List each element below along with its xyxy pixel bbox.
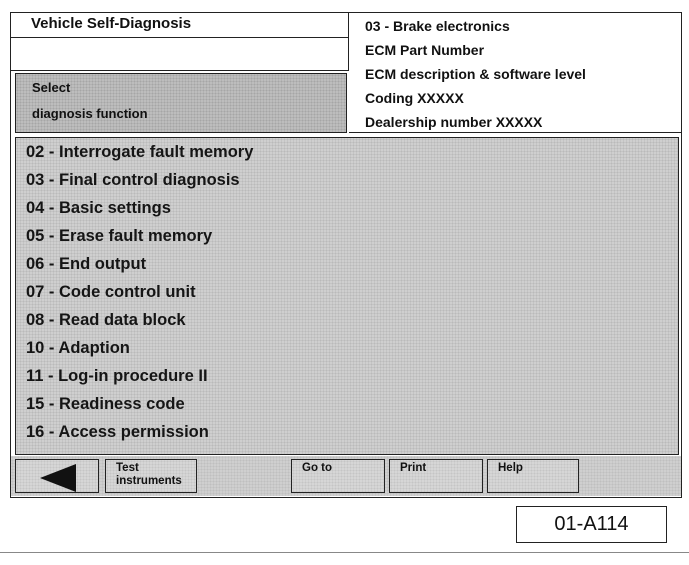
go-to-button[interactable]: Go to: [291, 459, 385, 493]
left-arrow-icon: [40, 464, 76, 492]
test-instruments-label-line2: instruments: [116, 475, 182, 487]
menu-item-basic-settings[interactable]: 04 - Basic settings: [26, 199, 171, 217]
test-instruments-label-line1: Test: [116, 462, 139, 474]
back-button[interactable]: [15, 459, 99, 493]
select-panel-line2: diagnosis function: [32, 106, 148, 121]
menu-item-readiness-code[interactable]: 15 - Readiness code: [26, 395, 185, 413]
diagnosis-function-menu: [15, 137, 679, 455]
figure-id-label: 01-A114: [516, 506, 667, 543]
menu-item-read-data-block[interactable]: 08 - Read data block: [26, 311, 186, 329]
menu-item-interrogate-fault-memory[interactable]: 02 - Interrogate fault memory: [26, 143, 254, 161]
dealership-number: Dealership number XXXXX: [365, 114, 543, 130]
menu-item-end-output[interactable]: 06 - End output: [26, 255, 147, 273]
ecm-part-number: ECM Part Number: [365, 42, 485, 58]
ecm-info-panel: [349, 13, 681, 133]
bottom-toolbar: [11, 456, 681, 496]
menu-item-final-control-diagnosis[interactable]: 03 - Final control diagnosis: [26, 171, 240, 189]
menu-item-erase-fault-memory[interactable]: 05 - Erase fault memory: [26, 227, 213, 245]
select-panel-line1: Select: [32, 80, 71, 95]
module-name: 03 - Brake electronics: [365, 18, 510, 34]
menu-item-log-in-procedure[interactable]: 11 - Log-in procedure II: [26, 367, 208, 385]
bottom-divider: [0, 552, 689, 553]
test-instruments-button[interactable]: [105, 459, 197, 493]
print-button[interactable]: Print: [389, 459, 483, 493]
menu-item-code-control-unit[interactable]: 07 - Code control unit: [26, 283, 196, 301]
window-title: Vehicle Self-Diagnosis: [11, 13, 349, 38]
coding-value: Coding XXXXX: [365, 90, 464, 106]
menu-item-adaption[interactable]: 10 - Adaption: [26, 339, 130, 357]
select-function-panel: [15, 73, 347, 133]
header-blank-row: [11, 38, 349, 71]
menu-item-access-permission[interactable]: 16 - Access permission: [26, 423, 209, 441]
diagnosis-window: [10, 12, 682, 498]
help-button[interactable]: Help: [487, 459, 579, 493]
ecm-description: ECM description & software level: [365, 66, 586, 82]
